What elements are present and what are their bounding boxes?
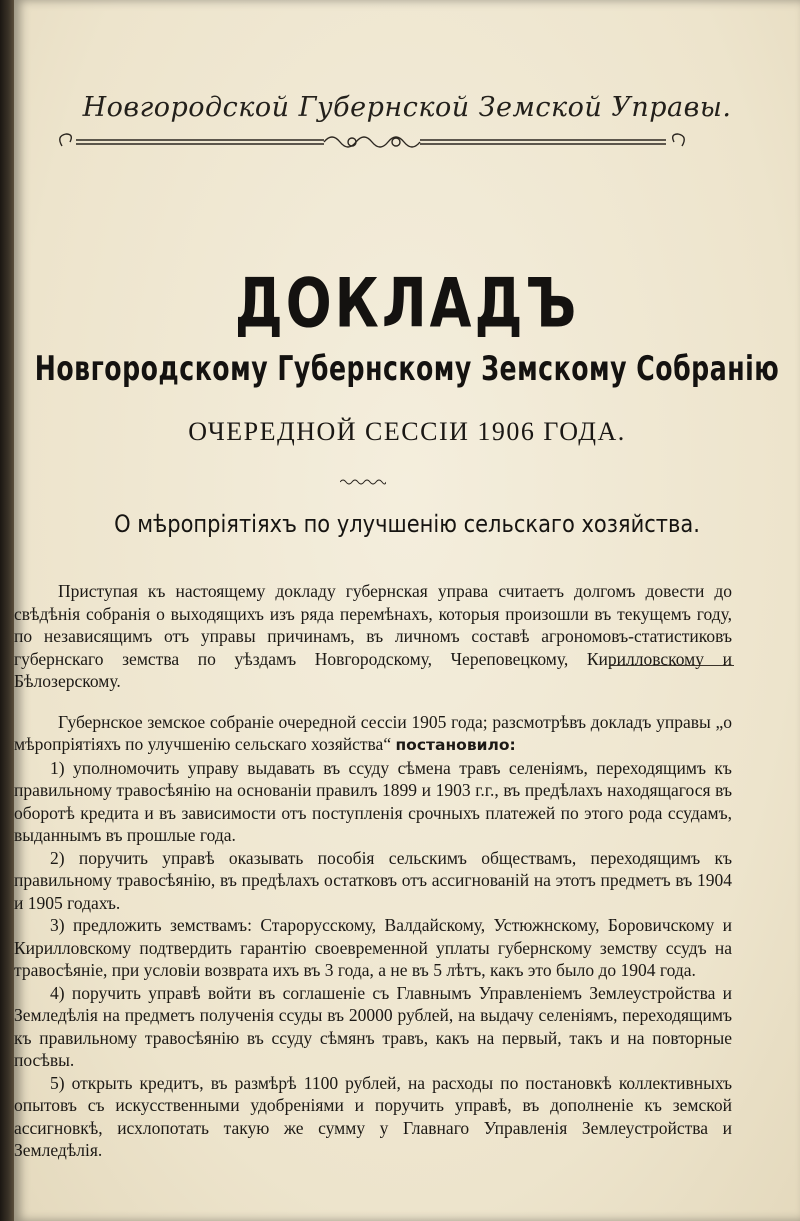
intro-paragraph: Приступая къ настоящему докладу губернская управа считаетъ долгомъ довести до свѣдѣнія собранія о выходящихъ изъ ряда перемѣнахъ, которыя произошли въ текущемъ году, по независящимъ отъ управы причинамъ, въ личномъ составѣ агрономовъ-статистиковъ губернскаго земства по уѣздамъ Новгородскому, Череповецкому, Кирилловскому и Бѣлозерскому. (14, 581, 732, 691)
document-title: ДОКЛАДЪ (234, 264, 580, 343)
document-subtitle: Новгородскому Губернскому Земскому Собранію (34, 348, 780, 389)
resolution-paragraph (14, 711, 732, 757)
header-ornament-rule (54, 128, 694, 158)
document-page (14, 0, 800, 1221)
header-title: Новгородской Губернской Земской Управы. (82, 92, 732, 123)
document-body (14, 580, 732, 1162)
book-binding-edge (0, 0, 14, 1221)
resolution-point: 4) поручить управѣ войти въ соглашеніе съ Главнымъ Управленіемъ Землеустройства и Земледѣлія на предметъ полученія ссуды въ 20000 рублей, на выдачу селеніямъ, переходящимъ къ правильному травосѣянію въ ссуду сѣмянъ травъ, какъ на первый, такъ и на повторные посѣвы. (14, 982, 732, 1070)
resolution-point: 5) открыть кредитъ, въ размѣрѣ 1100 рублей, на расходы по постановкѣ коллективныхъ опытовъ съ искусственными удобреніями и поручить управѣ, въ дополненіе къ земской ассигновкѣ, исхлопотать такую же сумму у Главнаго Управленія Землеустройства и Земледѣлія. (14, 1072, 732, 1160)
resolution-text: Губернское земское собраніе очередной сессіи 1905 года; разсмотрѣвъ докладъ управы „о мѣропріятіяхъ по улучшенію сельскаго хозяйства“ (14, 711, 732, 754)
resolution-point: 1) уполномочить управу выдавать въ ссуду сѣмена травъ селеніямъ, переходящимъ къ правильному травосѣянію на основаніи правилъ 1899 и 1903 г.г., въ предѣлахъ находящагося въ оборотѣ кредита и въ зависимости отъ поступленія срочныхъ платежей по этого рода ссудамъ, выданнымъ въ прошлые года. (14, 757, 732, 845)
divider-squiggle (340, 478, 386, 486)
resolution-keyword: постановило: (395, 736, 516, 754)
resolution-point: 2) поручить управѣ оказывать пособія сельскимъ обществамъ, переходящимъ къ правильному травосѣянію, въ предѣлахъ остатковъ отъ ассигнованій на этотъ предметъ въ 1904 и 1905 годахъ. (14, 847, 732, 913)
section-topic: О мѣропріятіяхъ по улучшенію сельскаго хозяйства. (114, 510, 700, 538)
session-line: ОЧЕРЕДНОЙ СЕССІИ 1906 ГОДА. (188, 417, 626, 446)
resolution-point: 3) предложить земствамъ: Старорусскому, Валдайскому, Устюжнскому, Боровичскому и Кирилловскому подтвердить гарантію своевременной уплаты губернскому земству ссудъ на травосѣяніе, при условіи возврата ихъ въ 3 года, а не въ 5 лѣтъ, какъ это было до 1904 года. (14, 915, 732, 980)
